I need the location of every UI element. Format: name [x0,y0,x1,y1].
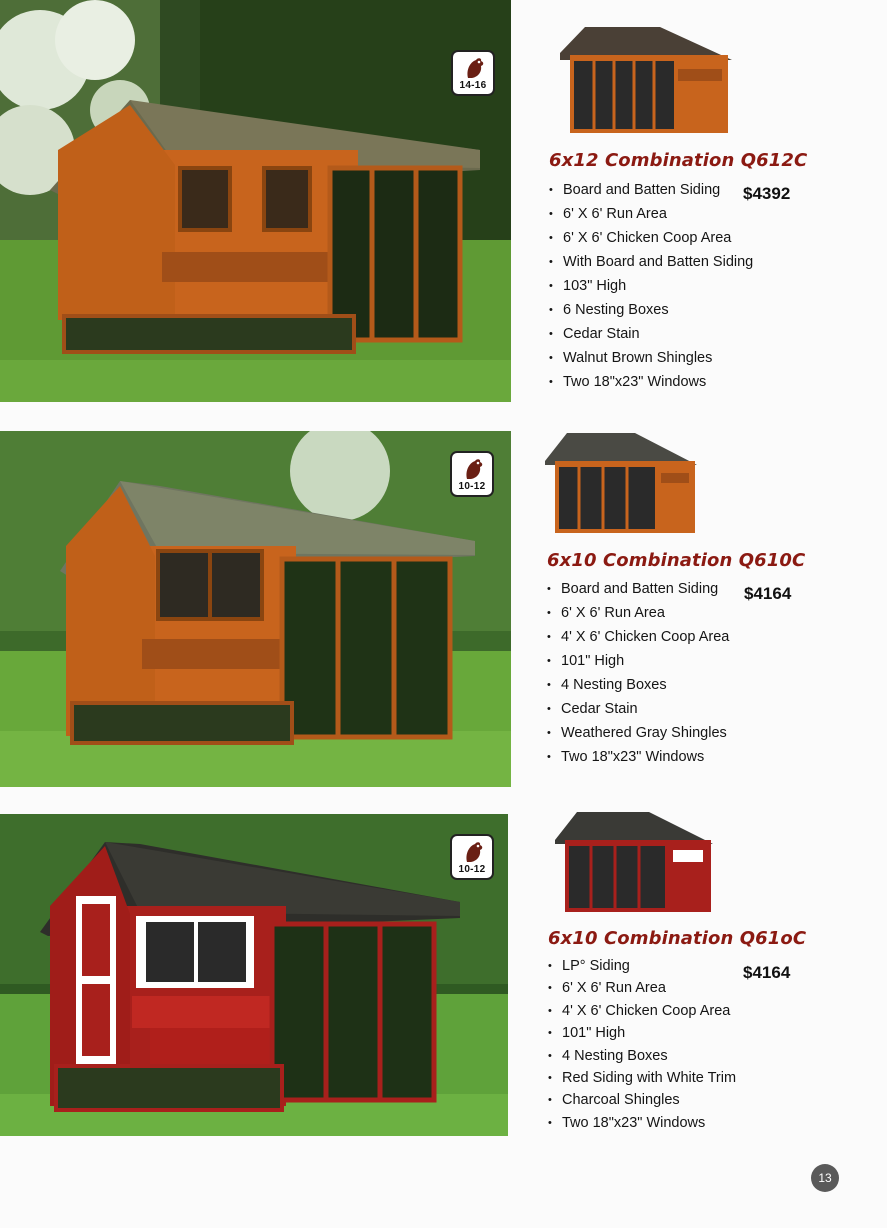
spec-item: • 101" High [548,1022,736,1044]
product-title: 6x10 Combination Q61oC [548,928,807,949]
badge-label: 14-16 [459,80,487,91]
product-price: $4164 [743,963,791,982]
spec-item: • Two 18"x23" Windows [547,745,729,769]
spec-item: • Charcoal Shingles [548,1089,736,1111]
spec-item: • 4' X 6' Chicken Coop Area [547,625,729,649]
badge-label: 10-12 [458,864,486,875]
spec-list [548,955,736,1134]
product-title: 6x12 Combination Q612C [549,150,808,171]
spec-item: • 103" High [549,274,753,298]
product-q610c [0,431,887,787]
spec-item: • Cedar Stain [547,697,729,721]
spec-item: • 4' X 6' Chicken Coop Area [548,1000,736,1022]
hen-icon [464,56,486,80]
spec-list [549,178,753,394]
spec-item: • LP° Siding [548,955,736,977]
spec-item: • 4 Nesting Boxes [548,1045,736,1067]
product-title: 6x10 Combination Q610C [547,550,806,571]
badge-label: 10-12 [458,481,486,492]
product-q612c [0,0,887,402]
spec-item: • Board and Batten Siding [549,178,753,202]
product-photo-q61oc [0,814,508,1136]
spec-item: • Two 18"x23" Windows [548,1112,736,1134]
product-photo-q612c [0,0,511,402]
spec-item: • 4 Nesting Boxes [547,673,729,697]
spec-item: • 6' X 6' Run Area [549,202,753,226]
hen-icon [463,457,485,481]
page-number: 13 [811,1164,839,1192]
size-badge [450,834,494,880]
coop-thumbnail [555,810,715,914]
product-price: $4164 [744,584,792,603]
hen-icon [463,840,485,864]
spec-item: • 6 Nesting Boxes [549,298,753,322]
product-photo-q610c [0,431,511,787]
size-badge [451,50,495,96]
size-badge [450,451,494,497]
product-price: $4392 [743,184,791,203]
spec-item: • With Board and Batten Siding [549,250,753,274]
coop-thumbnail [545,431,700,535]
spec-item: • 6' X 6' Chicken Coop Area [549,226,753,250]
spec-item: • Board and Batten Siding [547,577,729,601]
spec-item: • Walnut Brown Shingles [549,346,753,370]
spec-item: • 101" High [547,649,729,673]
spec-item: • Cedar Stain [549,322,753,346]
product-q61oc [0,814,887,1144]
spec-item: • Weathered Gray Shingles [547,721,729,745]
spec-item: • 6' X 6' Run Area [547,601,729,625]
coop-thumbnail [560,25,735,135]
spec-item: • Red Siding with White Trim [548,1067,736,1089]
spec-list [547,577,729,769]
spec-item: • 6' X 6' Run Area [548,977,736,999]
spec-item: • Two 18"x23" Windows [549,370,753,394]
